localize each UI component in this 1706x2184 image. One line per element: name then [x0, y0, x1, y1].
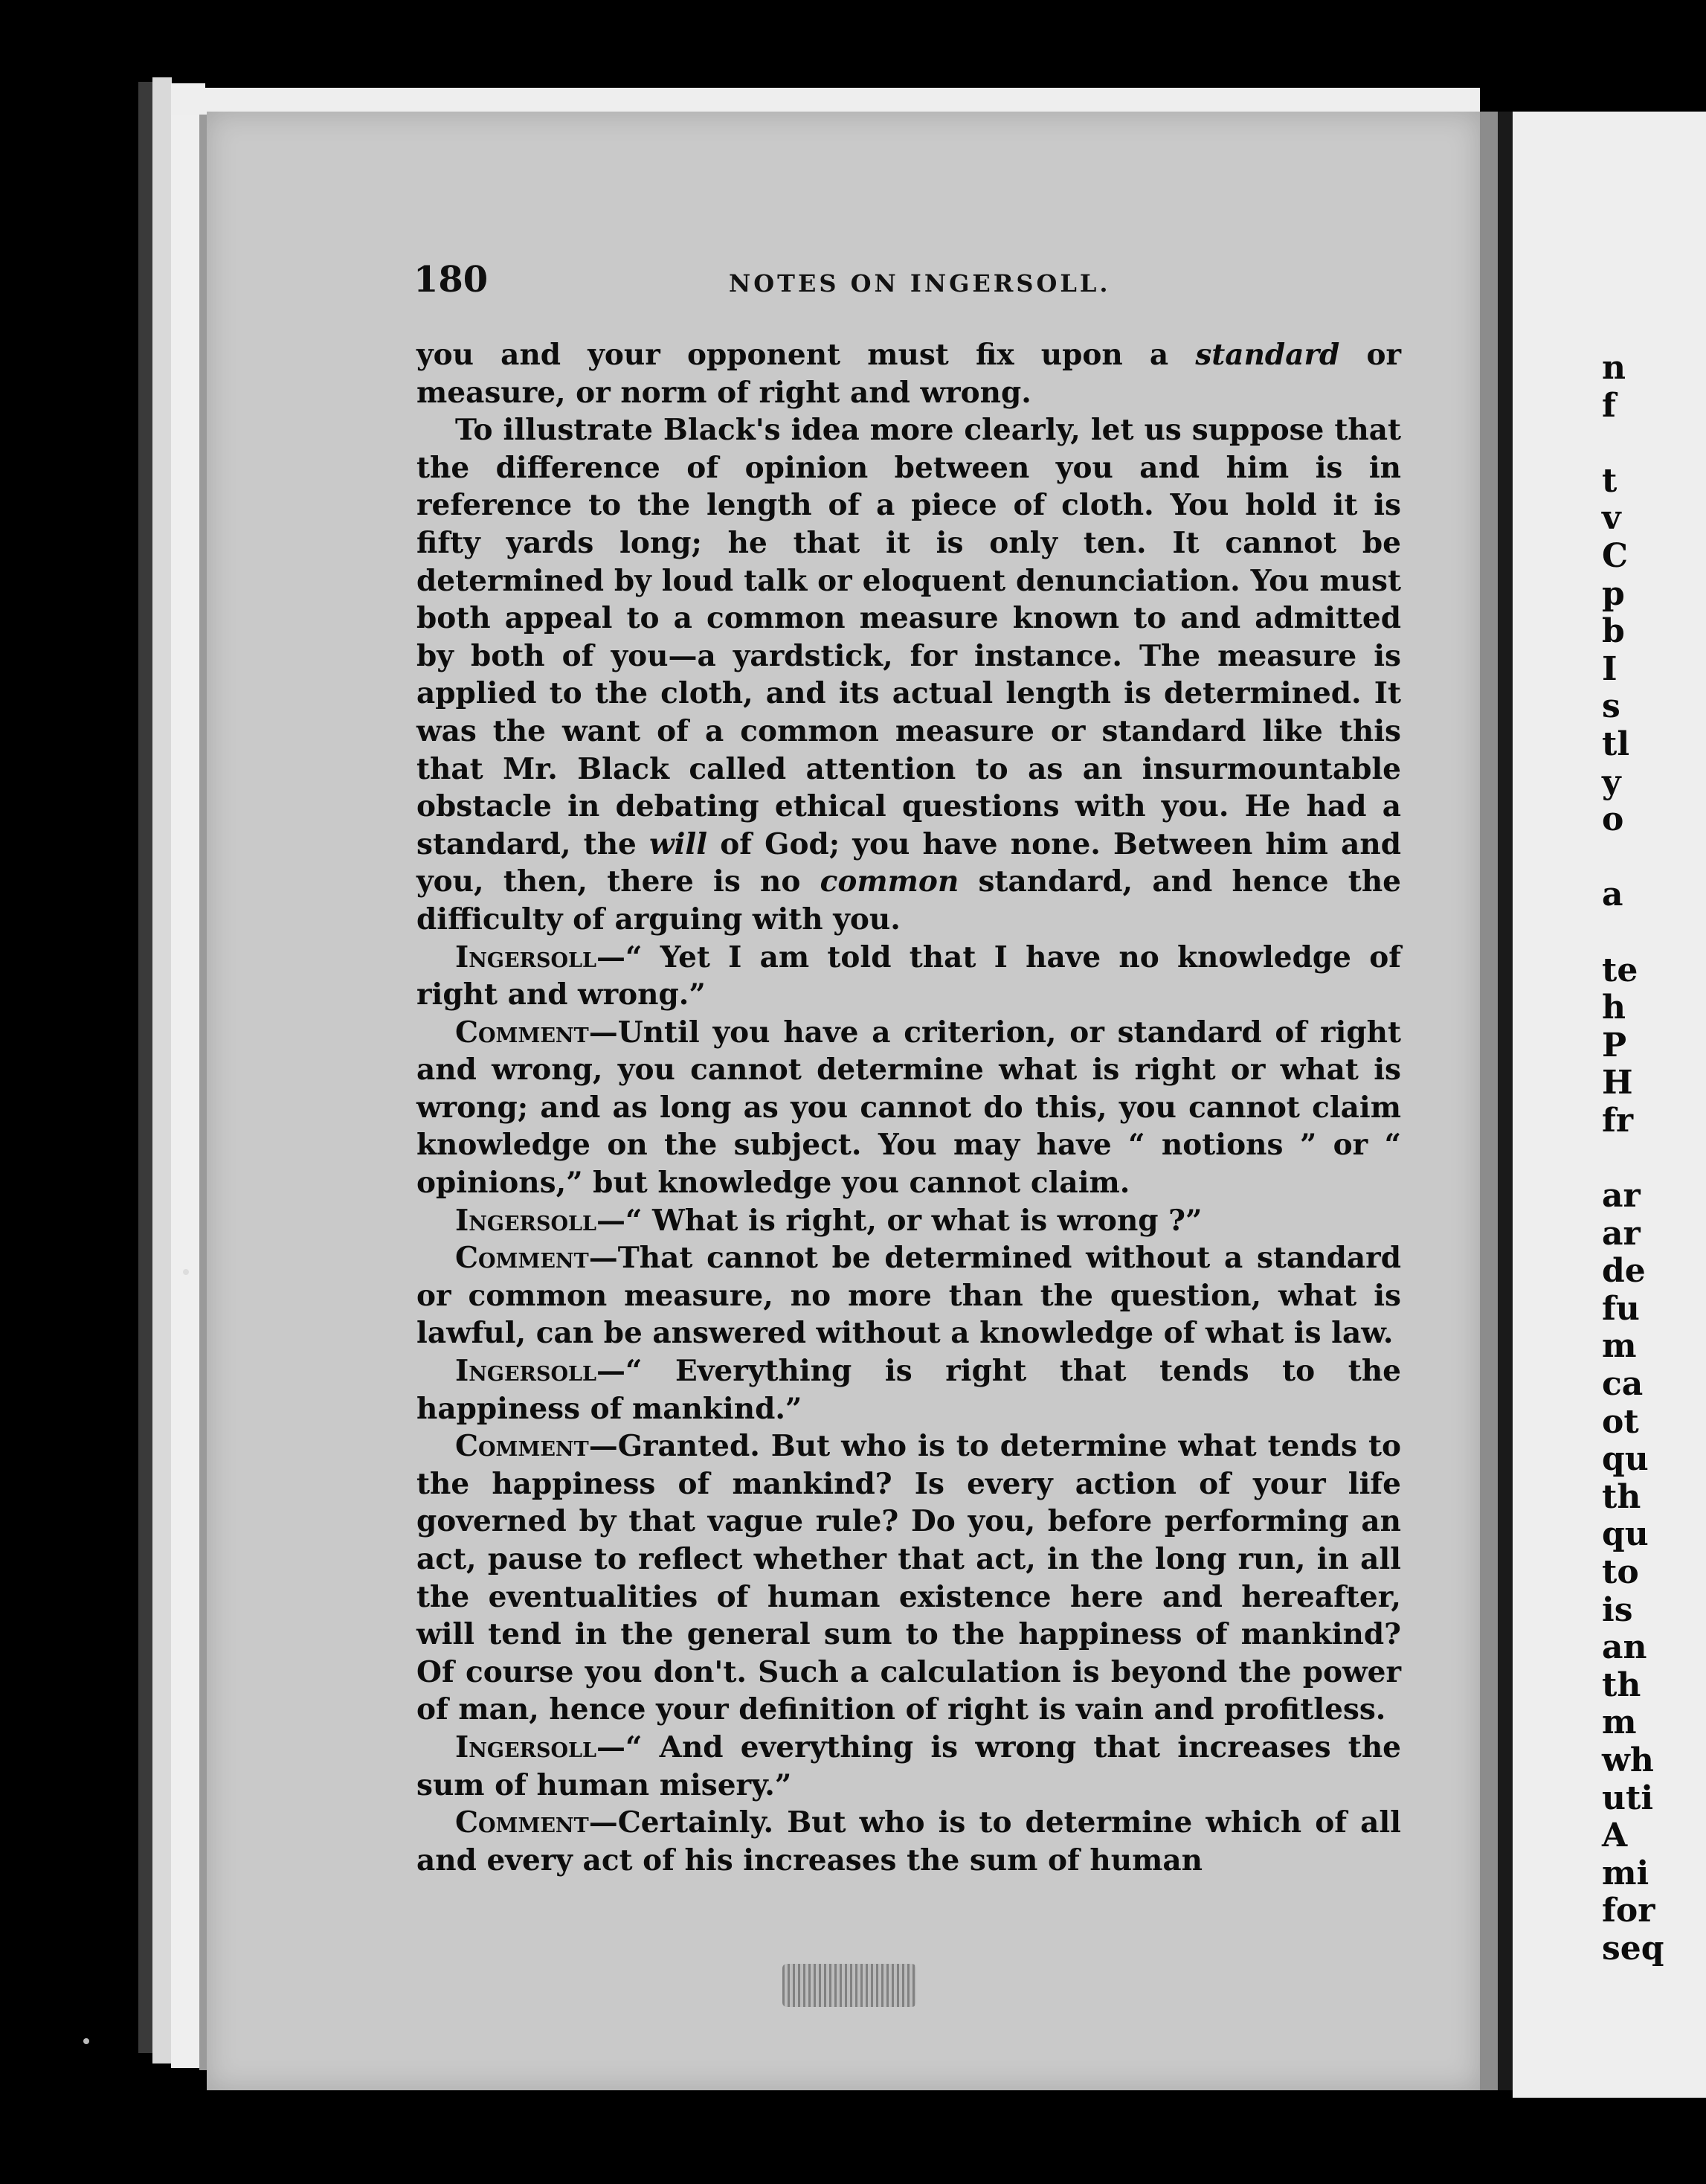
facing-page-fragment: te	[1602, 951, 1638, 989]
facing-page-fragment: an	[1602, 1628, 1647, 1667]
speaker-lead: Comment	[455, 1241, 589, 1276]
page-top-margin	[171, 88, 1480, 115]
facing-page-fragment	[1602, 839, 1654, 877]
page-gutter-shadow	[1498, 112, 1513, 2090]
book-edge-leaf	[152, 77, 172, 2063]
emphasized-word: standard	[1195, 338, 1340, 372]
facing-page-fragment: for	[1602, 1892, 1655, 1930]
facing-page-fragment: qu	[1602, 1440, 1649, 1479]
facing-page-fragment: seq	[1602, 1929, 1664, 1968]
facing-page-fragment: m	[1602, 1703, 1637, 1742]
paragraph	[416, 1729, 1401, 1804]
facing-page-text-fragments	[1602, 349, 1664, 1968]
library-stamp	[782, 1964, 916, 2007]
facing-page-fragment: to	[1602, 1553, 1639, 1591]
page-number: 180	[413, 259, 489, 301]
paragraph-text: or measure, or norm of right and wrong.	[416, 338, 1401, 410]
body-text	[416, 336, 1401, 1879]
paragraph-text: —“ What is right, or what is wrong ?”	[596, 1203, 1203, 1238]
paragraph-text: To illustrate Black's idea more clearly, let us suppose that the difference of opinion between you and him is in reference to the length of a piece of cloth. You hold it is fifty yards long; he that it is only ten. It cannot be determined by loud talk or eloquent denunciation. You must both appeal to a common measure known to and admitted by both of you—a yardstick, for instance. The measure is applied to the cloth, and its actual length is determined. It was the want of a common measure or standard like this that Mr. Black called attention to as an insurmountable obstacle in debating ethical questions with you. He had a standard, the	[416, 413, 1401, 861]
facing-page-fragment: is	[1602, 1590, 1633, 1629]
paragraph-text: —That cannot be determined without a standard or common measure, no more than the question, what is lawful, can be answered without a knowledge of what is law.	[416, 1241, 1401, 1351]
paragraph	[416, 1014, 1401, 1202]
speaker-lead: Comment	[455, 1015, 589, 1050]
emphasized-word: will	[649, 826, 708, 861]
facing-page-fragment: s	[1602, 687, 1620, 726]
facing-page-fragment: ca	[1602, 1365, 1644, 1404]
speaker-lead: Comment	[455, 1429, 589, 1464]
emphasized-word: common	[820, 864, 959, 899]
facing-page-fragment: ar	[1602, 1214, 1641, 1253]
speaker-lead: Ingersoll	[455, 940, 596, 974]
facing-page-fragment	[1602, 425, 1654, 463]
speaker-lead: Ingersoll	[455, 1354, 596, 1389]
facing-page-fragment: H	[1602, 1064, 1633, 1102]
facing-page-fragment: y	[1602, 762, 1621, 801]
paragraph-text: you and your opponent must fix upon a	[416, 338, 1196, 372]
facing-page-fragment: fu	[1602, 1289, 1640, 1328]
facing-page-fragment: ar	[1602, 1177, 1641, 1215]
facing-page-fragment: qu	[1602, 1515, 1649, 1554]
facing-page-fragment: a	[1602, 876, 1623, 914]
paragraph-text: —“ Yet I am told that I have no knowledge of right and wrong.”	[416, 940, 1401, 1012]
facing-page-fragment: n	[1602, 349, 1626, 387]
facing-page-fragment	[1602, 1140, 1654, 1178]
paragraph	[416, 1239, 1401, 1352]
facing-page-fragment: m	[1602, 1327, 1637, 1366]
facing-page-fragment: mi	[1602, 1854, 1649, 1892]
facing-page-fragment: h	[1602, 989, 1626, 1027]
facing-page-fragment: fr	[1602, 1101, 1634, 1140]
paragraph-text: —Until you have a criterion, or standard of right and wrong, you cannot determine what is right or what is wrong; and as long as you cannot do this, you cannot claim knowledge on the subject. You may have “ notions ” or “ opinions,” but knowledge you cannot claim.	[416, 1015, 1401, 1201]
facing-page-fragment: C	[1602, 536, 1629, 575]
paragraph	[416, 1202, 1401, 1240]
paragraph	[416, 1427, 1401, 1729]
facing-page-fragment: f	[1602, 386, 1616, 425]
paragraph	[416, 336, 1401, 411]
paragraph	[416, 1352, 1401, 1427]
paragraph	[416, 411, 1401, 938]
speaker-lead: Comment	[455, 1805, 589, 1840]
speaker-lead: Ingersoll	[455, 1729, 596, 1764]
facing-page-fragment: t	[1602, 461, 1618, 500]
paragraph-text: standard, and hence the difficulty of arguing with you.	[416, 864, 1401, 937]
paragraph-text: —Certainly. But who is to determine which of all and every act of his increases the sum of human	[416, 1805, 1401, 1878]
facing-page-fragment: o	[1602, 800, 1624, 839]
facing-page-fragment: A	[1602, 1817, 1628, 1855]
paragraph-text: of God; you have none. Between him and you, then, there is no	[416, 826, 1401, 899]
facing-page-fragment: th	[1602, 1477, 1641, 1516]
scan-speck	[83, 2038, 89, 2044]
facing-page-fragment: uti	[1602, 1779, 1654, 1817]
speaker-lead: Ingersoll	[455, 1203, 596, 1238]
facing-page-fragment: wh	[1602, 1741, 1654, 1779]
paragraph-text: —Granted. But who is to determine what tends to the happiness of mankind? Is every action of your life governed by that vague rule? Do you, before performing an act, pause to reflect whether that act, in the long run, in all the eventualities of human existence here and hereafter, will tend in the general sum to the happiness of mankind? Of course you don't. Such a calculation is beyond the power of man, hence your definition of right is vain and profitless.	[416, 1429, 1401, 1727]
paragraph	[416, 939, 1401, 1014]
book-edge-line	[199, 88, 207, 2070]
facing-page-fragment: tl	[1602, 725, 1630, 763]
facing-page-fragment: I	[1602, 649, 1618, 688]
facing-page-fragment: b	[1602, 612, 1625, 651]
facing-page-fragment: P	[1602, 1026, 1627, 1064]
paragraph	[416, 1804, 1401, 1879]
facing-page-fragment: p	[1602, 574, 1625, 613]
facing-page-fragment: de	[1602, 1252, 1646, 1291]
facing-page-fragment	[1602, 914, 1654, 952]
facing-page-fragment: v	[1602, 499, 1621, 538]
scan-speck	[183, 1269, 189, 1275]
paragraph-text: —“ And everything is wrong that increases the sum of human misery.”	[416, 1729, 1401, 1802]
paragraph-text: —“ Everything is right that tends to the happiness of mankind.”	[416, 1354, 1401, 1426]
running-head: NOTES ON INGERSOLL.	[729, 269, 1111, 298]
facing-page-fragment: ot	[1602, 1402, 1639, 1441]
facing-page-fragment: th	[1602, 1666, 1641, 1704]
